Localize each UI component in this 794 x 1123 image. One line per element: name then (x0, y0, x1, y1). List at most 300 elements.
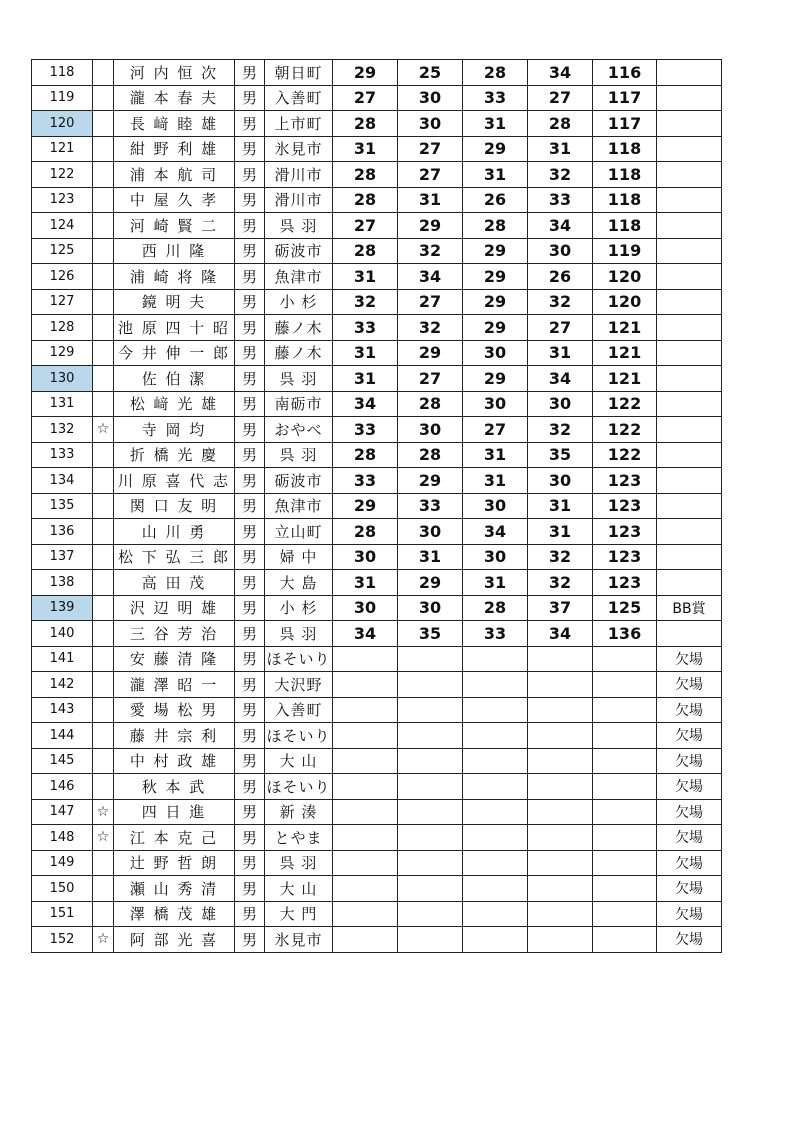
round-1-score: 28 (333, 442, 398, 468)
round-3-score: 30 (463, 391, 528, 417)
total-score: 118 (593, 187, 657, 213)
total-score: 118 (593, 213, 657, 239)
round-4-score: 34 (528, 621, 593, 647)
round-3-score (463, 774, 528, 800)
round-2-score: 29 (398, 570, 463, 596)
round-4-score: 34 (528, 213, 593, 239)
table-row (32, 850, 722, 876)
round-4-score (528, 876, 593, 902)
gender: 男 (235, 162, 265, 188)
total-score: 123 (593, 493, 657, 519)
round-2-score (398, 723, 463, 749)
round-3-score (463, 723, 528, 749)
total-score: 136 (593, 621, 657, 647)
star-mark (93, 570, 114, 596)
round-4-score: 35 (528, 442, 593, 468)
player-name: 瀧 本 春 夫 (114, 85, 235, 111)
star-mark (93, 876, 114, 902)
remark: 欠場 (657, 876, 722, 902)
remark: BB賞 (657, 595, 722, 621)
player-name: 浦 崎 将 隆 (114, 264, 235, 290)
round-3-score (463, 748, 528, 774)
remark (657, 493, 722, 519)
player-number: 130 (32, 366, 93, 392)
club-name: 砺波市 (265, 468, 333, 494)
round-4-score: 32 (528, 544, 593, 570)
table-row (32, 697, 722, 723)
round-2-score (398, 825, 463, 851)
star-mark (93, 136, 114, 162)
player-name: 瀬 山 秀 清 (114, 876, 235, 902)
player-name: 中 屋 久 孝 (114, 187, 235, 213)
player-name: 愛 場 松 男 (114, 697, 235, 723)
round-1-score (333, 723, 398, 749)
player-number: 125 (32, 238, 93, 264)
remark: 欠場 (657, 774, 722, 800)
round-2-score (398, 927, 463, 953)
round-1-score: 27 (333, 213, 398, 239)
table-row (32, 825, 722, 851)
round-2-score (398, 799, 463, 825)
player-number: 134 (32, 468, 93, 494)
table-row (32, 876, 722, 902)
player-number: 141 (32, 646, 93, 672)
round-3-score: 28 (463, 60, 528, 86)
gender: 男 (235, 111, 265, 137)
club-name: 小 杉 (265, 289, 333, 315)
star-mark (93, 748, 114, 774)
star-mark (93, 697, 114, 723)
player-number: 149 (32, 850, 93, 876)
round-3-score: 34 (463, 519, 528, 545)
round-2-score (398, 850, 463, 876)
player-name: 関 口 友 明 (114, 493, 235, 519)
table-row (32, 417, 722, 443)
round-2-score: 28 (398, 442, 463, 468)
round-3-score: 28 (463, 213, 528, 239)
remark (657, 187, 722, 213)
round-4-score: 31 (528, 136, 593, 162)
table-row (32, 136, 722, 162)
remark: 欠場 (657, 850, 722, 876)
total-score: 120 (593, 264, 657, 290)
round-2-score: 32 (398, 315, 463, 341)
player-number: 140 (32, 621, 93, 647)
club-name: 入善町 (265, 85, 333, 111)
round-2-score: 30 (398, 85, 463, 111)
gender: 男 (235, 570, 265, 596)
round-4-score: 34 (528, 60, 593, 86)
round-4-score: 32 (528, 417, 593, 443)
round-2-score: 27 (398, 162, 463, 188)
star-mark (93, 850, 114, 876)
round-3-score: 31 (463, 570, 528, 596)
round-1-score: 28 (333, 111, 398, 137)
total-score: 123 (593, 570, 657, 596)
table-row (32, 646, 722, 672)
total-score: 121 (593, 366, 657, 392)
player-name: 池 原 四 十 昭 (114, 315, 235, 341)
round-3-score (463, 927, 528, 953)
total-score (593, 901, 657, 927)
gender: 男 (235, 927, 265, 953)
round-2-score: 27 (398, 289, 463, 315)
remark: 欠場 (657, 672, 722, 698)
total-score: 123 (593, 468, 657, 494)
player-name: 藤 井 宗 利 (114, 723, 235, 749)
round-4-score: 32 (528, 289, 593, 315)
club-name: 魚津市 (265, 493, 333, 519)
total-score: 122 (593, 391, 657, 417)
player-name: 西 川 隆 (114, 238, 235, 264)
round-2-score: 29 (398, 213, 463, 239)
remark (657, 162, 722, 188)
round-4-score: 32 (528, 570, 593, 596)
club-name: 呉 羽 (265, 213, 333, 239)
round-3-score (463, 646, 528, 672)
round-3-score: 30 (463, 544, 528, 570)
player-number: 127 (32, 289, 93, 315)
total-score: 122 (593, 442, 657, 468)
table-row (32, 264, 722, 290)
total-score: 118 (593, 162, 657, 188)
total-score: 116 (593, 60, 657, 86)
round-2-score (398, 646, 463, 672)
player-name: 川 原 喜 代 志 (114, 468, 235, 494)
club-name: 呉 羽 (265, 621, 333, 647)
star-mark (93, 493, 114, 519)
player-number: 123 (32, 187, 93, 213)
gender: 男 (235, 544, 265, 570)
club-name: 砺波市 (265, 238, 333, 264)
player-number: 144 (32, 723, 93, 749)
total-score: 123 (593, 519, 657, 545)
total-score: 121 (593, 315, 657, 341)
player-number: 150 (32, 876, 93, 902)
round-4-score (528, 748, 593, 774)
remark (657, 366, 722, 392)
round-1-score: 31 (333, 340, 398, 366)
remark (657, 340, 722, 366)
star-mark (93, 315, 114, 341)
player-number: 118 (32, 60, 93, 86)
total-score (593, 774, 657, 800)
round-2-score: 34 (398, 264, 463, 290)
table-row (32, 672, 722, 698)
round-1-score (333, 825, 398, 851)
round-1-score (333, 850, 398, 876)
gender: 男 (235, 391, 265, 417)
star-mark (93, 646, 114, 672)
round-1-score: 28 (333, 162, 398, 188)
player-name: 紺 野 利 雄 (114, 136, 235, 162)
round-1-score: 32 (333, 289, 398, 315)
player-number: 132 (32, 417, 93, 443)
table-row (32, 289, 722, 315)
total-score (593, 748, 657, 774)
star-mark (93, 391, 114, 417)
player-number: 135 (32, 493, 93, 519)
gender: 男 (235, 672, 265, 698)
table-row (32, 595, 722, 621)
round-3-score: 29 (463, 315, 528, 341)
table-row (32, 60, 722, 86)
remark: 欠場 (657, 901, 722, 927)
total-score (593, 825, 657, 851)
total-score: 123 (593, 544, 657, 570)
gender: 男 (235, 60, 265, 86)
player-name: 今 井 伸 一 郎 (114, 340, 235, 366)
gender: 男 (235, 850, 265, 876)
round-3-score: 29 (463, 238, 528, 264)
star-mark (93, 85, 114, 111)
gender: 男 (235, 901, 265, 927)
table-row (32, 723, 722, 749)
star-mark (93, 672, 114, 698)
round-2-score (398, 748, 463, 774)
round-3-score (463, 825, 528, 851)
star-mark (93, 289, 114, 315)
remark (657, 468, 722, 494)
round-1-score (333, 697, 398, 723)
total-score: 118 (593, 136, 657, 162)
round-2-score: 33 (398, 493, 463, 519)
remark: 欠場 (657, 748, 722, 774)
player-name: 秋 本 武 (114, 774, 235, 800)
round-4-score: 27 (528, 315, 593, 341)
player-name: 安 藤 清 隆 (114, 646, 235, 672)
total-score: 117 (593, 85, 657, 111)
round-2-score: 25 (398, 60, 463, 86)
club-name: とやま (265, 825, 333, 851)
gender: 男 (235, 340, 265, 366)
club-name: 大 山 (265, 748, 333, 774)
remark (657, 289, 722, 315)
remark (657, 213, 722, 239)
table-row (32, 162, 722, 188)
club-name: 滑川市 (265, 187, 333, 213)
player-name: 山 川 勇 (114, 519, 235, 545)
round-1-score (333, 876, 398, 902)
total-score (593, 850, 657, 876)
table-row (32, 442, 722, 468)
player-number: 142 (32, 672, 93, 698)
player-number: 147 (32, 799, 93, 825)
player-name: 高 田 茂 (114, 570, 235, 596)
gender: 男 (235, 774, 265, 800)
table-row (32, 519, 722, 545)
round-3-score: 30 (463, 493, 528, 519)
star-mark (93, 60, 114, 86)
player-name: 河 崎 賢 二 (114, 213, 235, 239)
remark (657, 621, 722, 647)
gender: 男 (235, 723, 265, 749)
star-mark (93, 442, 114, 468)
total-score (593, 799, 657, 825)
total-score (593, 723, 657, 749)
star-mark (93, 162, 114, 188)
player-number: 129 (32, 340, 93, 366)
club-name: 大沢野 (265, 672, 333, 698)
table-row (32, 774, 722, 800)
star-mark (93, 901, 114, 927)
club-name: 氷見市 (265, 136, 333, 162)
club-name: 呉 羽 (265, 850, 333, 876)
round-4-score (528, 672, 593, 698)
remark: 欠場 (657, 697, 722, 723)
player-number: 139 (32, 595, 93, 621)
round-1-score: 31 (333, 136, 398, 162)
player-number: 120 (32, 111, 93, 137)
round-1-score (333, 672, 398, 698)
player-name: 沢 辺 明 雄 (114, 595, 235, 621)
round-1-score: 31 (333, 570, 398, 596)
player-number: 138 (32, 570, 93, 596)
star-mark (93, 595, 114, 621)
round-1-score (333, 748, 398, 774)
player-name: 折 橋 光 慶 (114, 442, 235, 468)
table-row (32, 570, 722, 596)
player-number: 128 (32, 315, 93, 341)
gender: 男 (235, 85, 265, 111)
star-mark (93, 213, 114, 239)
player-name: 佐 伯 潔 (114, 366, 235, 392)
table-row (32, 340, 722, 366)
round-2-score: 30 (398, 595, 463, 621)
round-1-score: 29 (333, 493, 398, 519)
star-mark (93, 774, 114, 800)
round-2-score: 29 (398, 468, 463, 494)
star-mark (93, 519, 114, 545)
round-3-score (463, 876, 528, 902)
player-number: 126 (32, 264, 93, 290)
player-name: 長 﨑 睦 雄 (114, 111, 235, 137)
remark (657, 60, 722, 86)
remark (657, 85, 722, 111)
round-2-score: 29 (398, 340, 463, 366)
star-mark (93, 238, 114, 264)
star-mark (93, 544, 114, 570)
gender: 男 (235, 187, 265, 213)
star-mark (93, 340, 114, 366)
player-name: 澤 橋 茂 雄 (114, 901, 235, 927)
club-name: 滑川市 (265, 162, 333, 188)
player-number: 122 (32, 162, 93, 188)
round-2-score (398, 672, 463, 698)
club-name: 婦 中 (265, 544, 333, 570)
round-3-score: 33 (463, 621, 528, 647)
round-3-score (463, 850, 528, 876)
round-4-score (528, 697, 593, 723)
player-number: 136 (32, 519, 93, 545)
round-4-score (528, 825, 593, 851)
gender: 男 (235, 493, 265, 519)
player-name: 中 村 政 雄 (114, 748, 235, 774)
round-3-score: 31 (463, 442, 528, 468)
club-name: 大 島 (265, 570, 333, 596)
round-4-score: 37 (528, 595, 593, 621)
round-4-score (528, 927, 593, 953)
table-row (32, 85, 722, 111)
star-mark: ☆ (93, 799, 114, 825)
round-2-score (398, 876, 463, 902)
round-1-score (333, 774, 398, 800)
club-name: 立山町 (265, 519, 333, 545)
gender: 男 (235, 442, 265, 468)
table-row (32, 493, 722, 519)
remark (657, 570, 722, 596)
round-2-score: 30 (398, 519, 463, 545)
round-2-score (398, 774, 463, 800)
round-3-score (463, 799, 528, 825)
round-2-score: 31 (398, 187, 463, 213)
gender: 男 (235, 876, 265, 902)
table-row (32, 111, 722, 137)
star-mark (93, 264, 114, 290)
round-4-score (528, 774, 593, 800)
total-score (593, 646, 657, 672)
star-mark: ☆ (93, 417, 114, 443)
player-name: 鏡 明 夫 (114, 289, 235, 315)
remark: 欠場 (657, 927, 722, 953)
club-name: ほそいり (265, 646, 333, 672)
gender: 男 (235, 315, 265, 341)
round-2-score: 27 (398, 136, 463, 162)
round-3-score (463, 697, 528, 723)
total-score: 120 (593, 289, 657, 315)
player-number: 145 (32, 748, 93, 774)
round-1-score: 27 (333, 85, 398, 111)
player-name: 辻 野 哲 朗 (114, 850, 235, 876)
round-2-score: 28 (398, 391, 463, 417)
table-row (32, 799, 722, 825)
club-name: 藤ノ木 (265, 340, 333, 366)
round-4-score: 32 (528, 162, 593, 188)
remark (657, 264, 722, 290)
club-name: 藤ノ木 (265, 315, 333, 341)
round-1-score (333, 927, 398, 953)
total-score: 119 (593, 238, 657, 264)
star-mark: ☆ (93, 927, 114, 953)
player-number: 151 (32, 901, 93, 927)
club-name: 南砺市 (265, 391, 333, 417)
star-mark (93, 366, 114, 392)
round-1-score: 33 (333, 417, 398, 443)
round-4-score: 31 (528, 519, 593, 545)
round-4-score: 28 (528, 111, 593, 137)
club-name: 大 門 (265, 901, 333, 927)
gender: 男 (235, 519, 265, 545)
club-name: 朝日町 (265, 60, 333, 86)
table-row (32, 927, 722, 953)
remark (657, 238, 722, 264)
remark: 欠場 (657, 825, 722, 851)
club-name: ほそいり (265, 774, 333, 800)
player-name: 瀧 澤 昭 一 (114, 672, 235, 698)
results-table (31, 59, 722, 953)
total-score (593, 876, 657, 902)
gender: 男 (235, 264, 265, 290)
player-name: 阿 部 光 喜 (114, 927, 235, 953)
gender: 男 (235, 748, 265, 774)
gender: 男 (235, 799, 265, 825)
round-1-score: 28 (333, 519, 398, 545)
total-score: 117 (593, 111, 657, 137)
club-name: 大 山 (265, 876, 333, 902)
round-4-score: 30 (528, 391, 593, 417)
table-row (32, 187, 722, 213)
round-4-score: 30 (528, 468, 593, 494)
